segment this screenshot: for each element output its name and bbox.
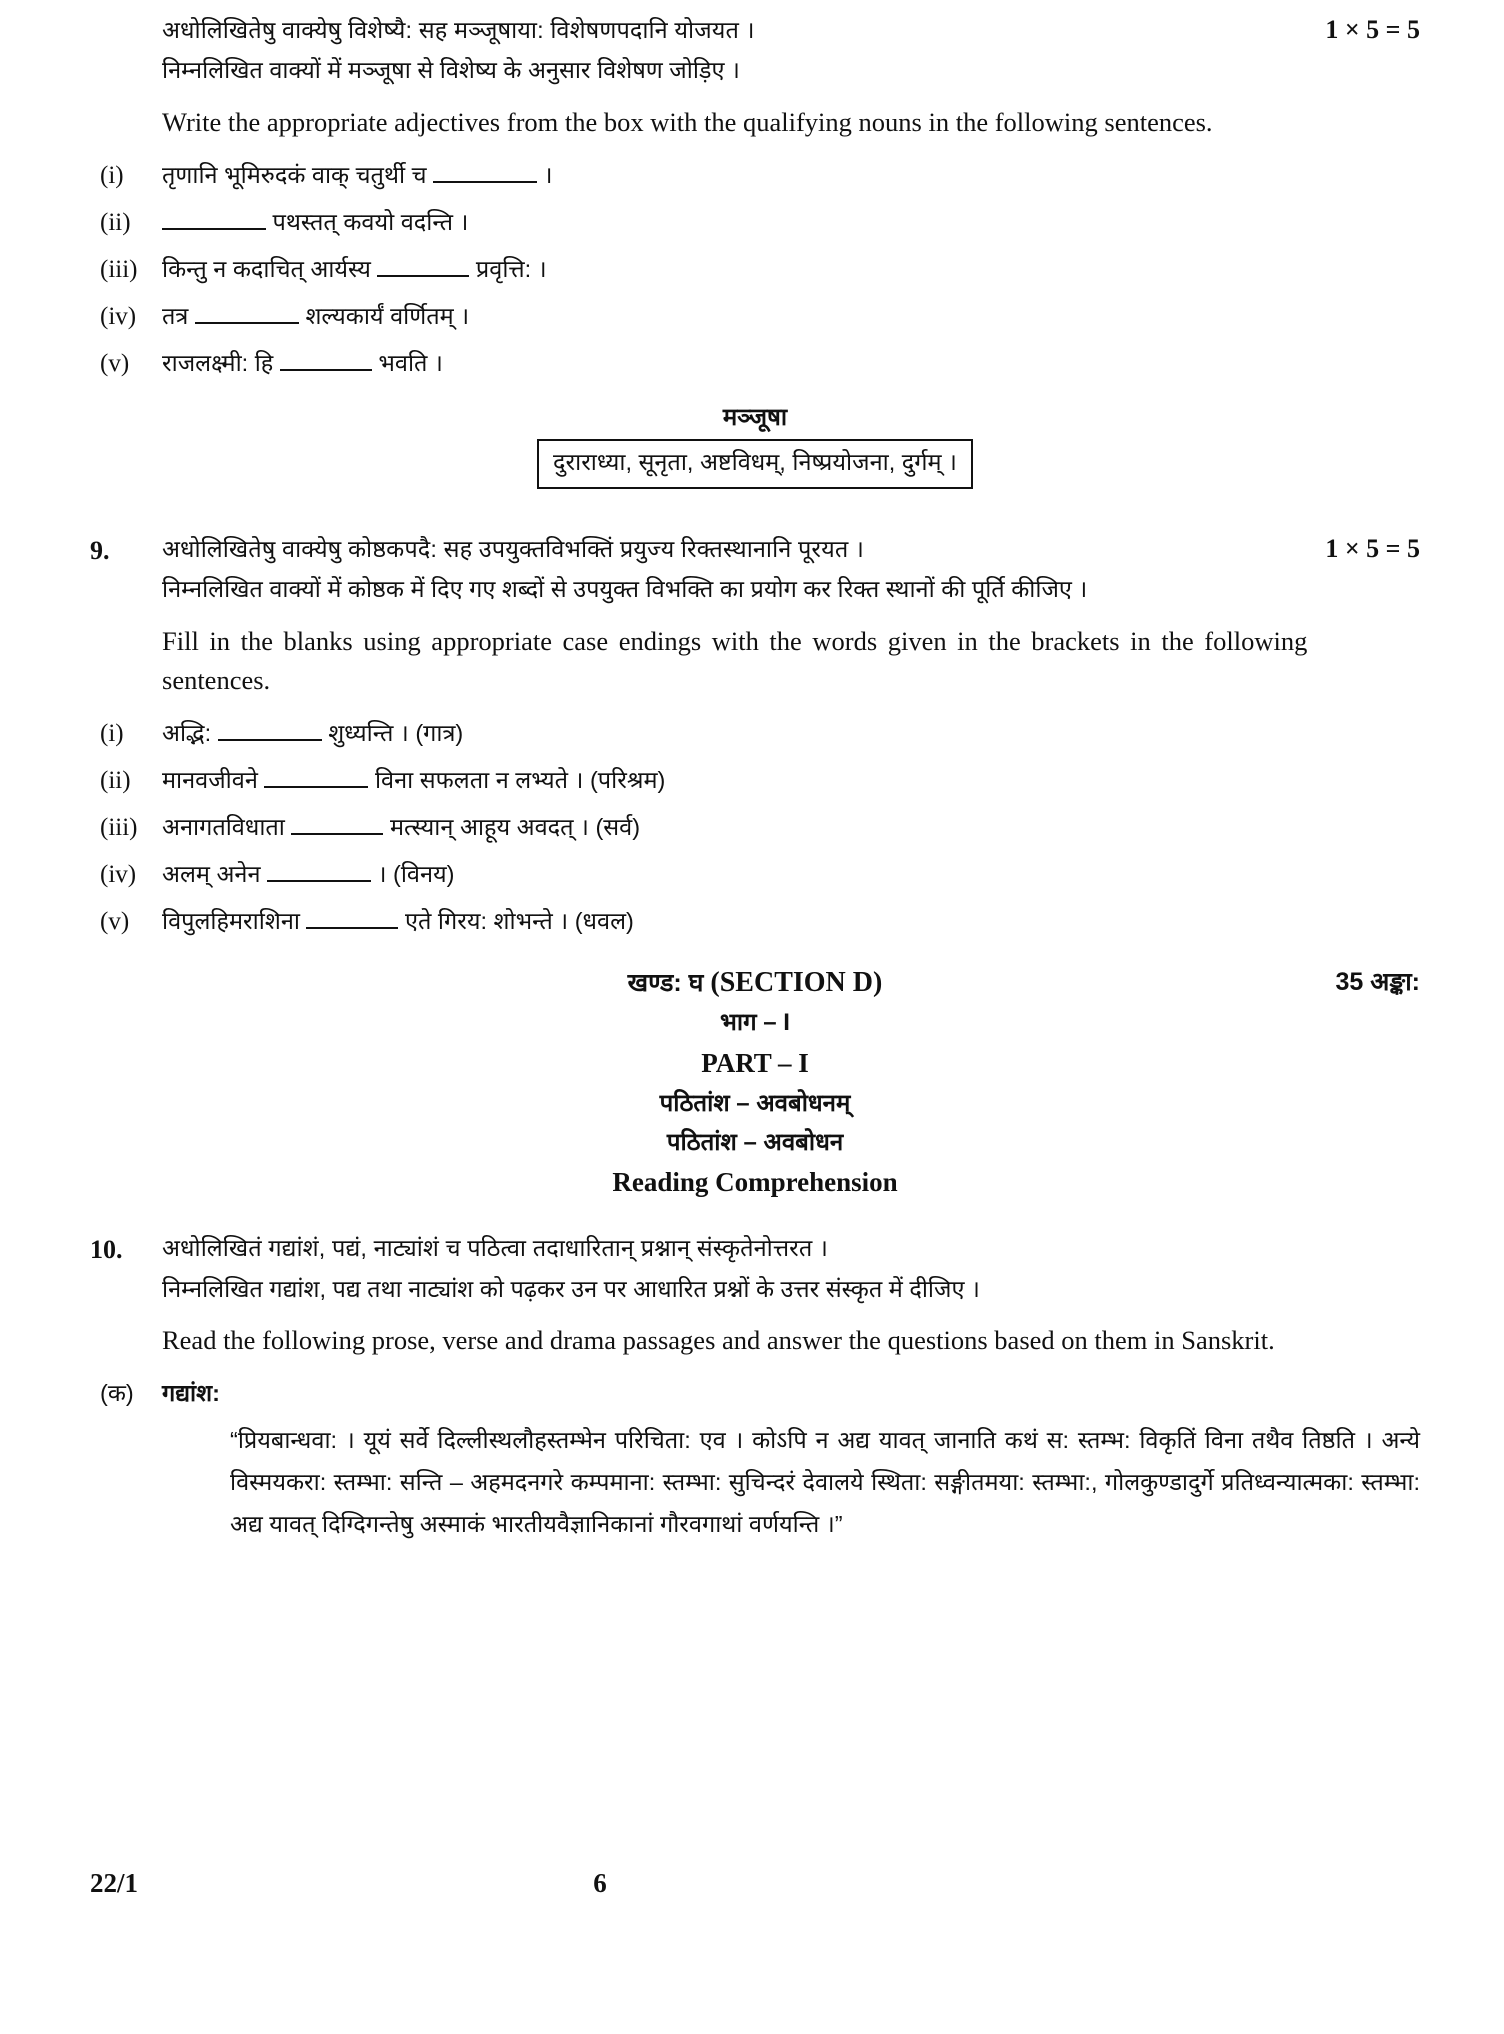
q8-item-text [162,156,1420,196]
answer-blank[interactable] [433,181,537,183]
list-item [90,203,1420,243]
q9-item-after: एते गिरय: शोभन्ते । (धवल) [405,907,634,934]
q10-part-key: (क) [100,1380,134,1407]
manjusha-container [90,439,1420,489]
list-item [90,808,1420,848]
q8-item-label: (v) [100,349,130,377]
q8-item-text [162,297,1420,337]
list-item [90,297,1420,337]
q8-item-label: (iii) [100,255,138,283]
q8-item-before: किन्तु न कदाचित् आर्यस्य [162,255,371,282]
q8-item-label: (ii) [100,208,131,236]
question-9-number: 9. [90,535,110,565]
answer-blank[interactable] [195,322,299,324]
list-item [90,761,1420,801]
q8-item-text [162,250,1420,290]
q8-english-instruction: Write the appropriate adjectives from the box with the qualifying nouns in the following sentences. [162,106,1213,137]
section-d-part-english: PART – I [701,1047,809,1078]
section-d-title-english: (SECTION D) [710,966,883,998]
q8-item-before: राजलक्ष्मी: हि [162,349,274,376]
q9-item-after: मत्स्यान् आहूय अवदत् । (सर्व) [389,814,641,841]
q9-sanskrit-instruction: अधोलिखितेषु वाक्येषु कोष्ठकपदै: सह उपयुक्तविभक्तिं प्रयुज्य रिक्तस्थानानि पूरयत । [162,535,864,562]
answer-blank[interactable] [306,927,398,929]
section-d-title-sanskrit: खण्ड: घ [627,968,704,997]
answer-blank[interactable] [291,833,383,835]
list-item [90,855,1420,895]
paper-code: 22/1 [90,1868,139,1898]
answer-blank[interactable] [162,228,266,230]
list-item [90,250,1420,290]
q9-hindi-instruction: निम्नलिखित वाक्यों में कोष्ठक में दिए गए शब्दों से उपयुक्त विभक्ति का प्रयोग कर रिक्त स्थानों की पूर्ति कीजिए । [162,576,1088,603]
page-footer [90,1868,1414,1902]
q8-item-label: (iv) [100,302,137,330]
q9-item-label: (i) [100,720,124,748]
q8-hindi-instruction: निम्नलिखित वाक्यों में मञ्जूषा से विशेष्य के अनुसार विशेषण जोड़िए । [162,57,740,84]
question-10-block [90,1228,1420,1360]
q8-item-after: । [543,162,553,189]
section-d-subtitle-hindi: पठितांश – अवबोधन [666,1128,844,1156]
q8-marks: 1 × 5 = 5 [1325,15,1420,44]
q9-item-before: अद्भि: [162,720,212,747]
q10-prose-passage: “प्रियबान्धवा: । यूयं सर्वे दिल्लीस्थलौहस्तम्भेन परिचिता: एव । कोऽपि न अद्य यावत् जानाति कथं स: स्तम्भ: विकृतिं विना तथैव तिष्ठति । अन्ये विस्मयकरा: स्तम्भा: सन्ति – अहमदनगरे कम्पमाना: स्तम्भा: सुचिन्दरं देवालये स्थिता: सङ्गीतमया: स्तम्भा:, गोलकुण्डादुर्गे प्रतिध्वन्यात्मका: स्तम्भा: अद्य यावत् दिग्दिगन्तेषु अस्माकं भारतीयवैज्ञानिकानां गौरवगाथां वर्णयन्ति ।” [230,1427,1420,1537]
question-9-block [90,529,1420,700]
q9-item-text [162,808,1420,848]
manjusha-heading: मञ्जूषा [722,403,788,431]
q8-item-label: (i) [100,162,124,190]
spacer [90,489,1420,529]
q9-english-instruction: Fill in the blanks using appropriate case endings with the words given in the brackets in the following sentences. [162,625,1308,695]
question-10-number: 10. [90,1235,123,1265]
q9-item-before: अलम् अनेन [162,861,261,888]
q9-item-label: (v) [100,907,130,935]
q9-item-text [162,902,1420,942]
section-d-marks: 35 अङ्का: [1335,967,1420,996]
q9-marks: 1 × 5 = 5 [1325,533,1420,563]
q9-item-text [162,714,1420,754]
q8-item-after: पथस्तत् कवयो वदन्ति । [272,208,469,235]
answer-blank[interactable] [377,275,469,277]
q9-item-label: (ii) [100,767,131,795]
q9-item-text [162,855,1420,895]
q9-item-before: अनागतविधाता [162,814,285,841]
q8-item-text [162,344,1420,384]
page-number: 6 [593,1868,607,1898]
q9-item-label: (iii) [100,814,138,842]
q10-hindi-instruction: निम्नलिखित गद्यांश, पद्य तथा नाट्यांश को पढ़कर उन पर आधारित प्रश्नों के उत्तर संस्कृत में दीजिए । [162,1275,980,1302]
q9-item-before: विपुलहिमराशिना [162,907,300,934]
section-d-subtitle-sanskrit: पठितांश – अवबोधनम् [659,1089,851,1117]
q9-item-label: (iv) [100,861,137,889]
q8-sanskrit-instruction: अधोलिखितेषु वाक्येषु विशेष्यै: सह मञ्जूषाया: विशेषणपदानि योजयत । [162,17,755,43]
answer-blank[interactable] [267,880,371,882]
section-d-subtitle-english: Reading Comprehension [612,1167,898,1198]
q8-item-before: तृणानि भूमिरुदकं वाक् चतुर्थी च [162,162,427,189]
q8-item-after: भवति । [378,349,443,376]
q8-item-after: प्रवृत्ति: । [475,255,547,282]
q9-item-before: मानवजीवने [162,767,258,794]
question-9-body [162,529,1307,700]
section-d-header [90,962,1420,1204]
q10-sanskrit-instruction: अधोलिखितं गद्यांशं, पद्यं, नाट्यांशं च पठित्वा तदाधारितान् प्रश्नान् संस्कृतेनोत्तरत । [162,1235,829,1262]
question-10-body [162,1228,1420,1360]
manjusha-word-box: दुराराध्या, सूनृता, अष्टविधम्, निष्प्रयोजना, दुर्गम् । [537,439,973,489]
q8-item-text [162,203,1420,243]
list-item [90,902,1420,942]
list-item [90,156,1420,196]
question-8-number [90,10,162,12]
q10-english-instruction: Read the following prose, verse and drama passages and answer the questions based on them in Sanskrit. [162,1325,1275,1356]
q9-item-after: । (विनय) [377,861,455,888]
q8-item-after: शल्यकार्यं वर्णितम् । [305,302,470,329]
q9-sub-items [90,714,1420,942]
answer-blank[interactable] [264,786,368,788]
question-8-body [162,10,1307,142]
question-8-block [90,10,1420,142]
q9-item-after: शुध्यन्ति । (गात्र) [328,720,464,747]
list-item [90,714,1420,754]
q8-item-before: तत्र [162,302,189,329]
section-d-title-line [90,962,1420,1004]
list-item [90,344,1420,384]
page-content [90,10,1420,1546]
q9-item-text [162,761,1420,801]
answer-blank[interactable] [280,369,372,371]
q8-sub-items [90,156,1420,384]
answer-blank[interactable] [218,739,322,741]
q9-item-after: विना सफलता न लभ्यते । (परिश्रम) [374,767,666,794]
q10-part-k-label [90,1376,1420,1408]
q10-part-title: गद्यांश: [162,1380,220,1407]
spacer [90,1204,1420,1228]
section-d-part-hindi: भाग – I [720,1008,790,1036]
